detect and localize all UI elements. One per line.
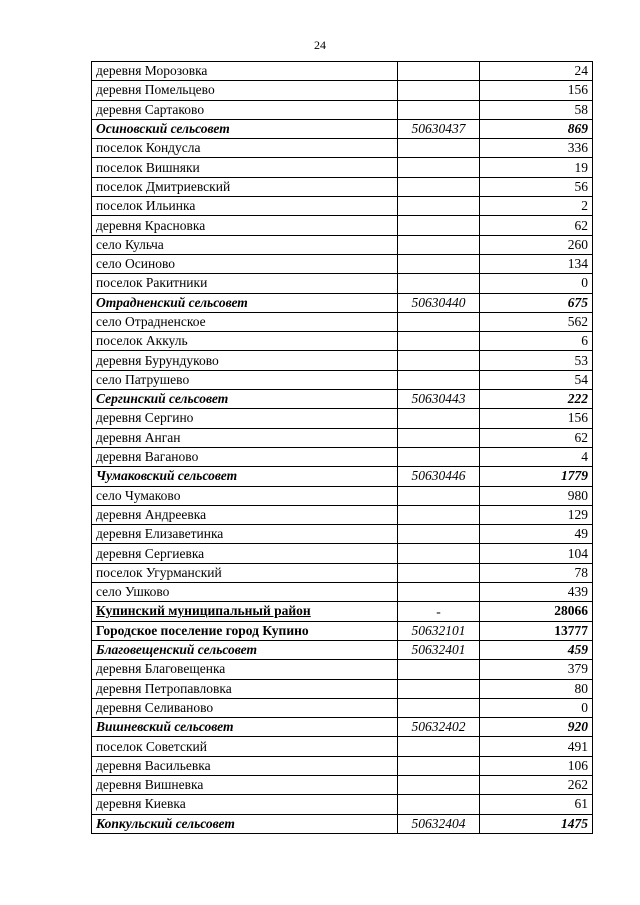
cell-oktmo-code — [398, 409, 480, 428]
cell-population: 262 — [480, 775, 593, 794]
cell-territory-name — [92, 62, 398, 81]
cell-territory-name — [92, 235, 398, 254]
cell-territory-name — [92, 447, 398, 466]
territory-name-text: деревня Сартаково — [96, 101, 205, 117]
cell-population: 491 — [480, 737, 593, 756]
table-row-council — [92, 467, 593, 486]
table-row-settlement — [92, 428, 593, 447]
table-row-settlement — [92, 775, 593, 794]
territory-name-text: деревня Селиваново — [96, 699, 214, 715]
cell-population: 562 — [480, 312, 593, 331]
cell-population: 156 — [480, 81, 593, 100]
territory-name-text: деревня Морозовка — [96, 63, 208, 79]
cell-oktmo-code: 50630440 — [398, 293, 480, 312]
cell-territory-name — [92, 486, 398, 505]
cell-territory-name — [92, 621, 398, 640]
cell-territory-name — [92, 660, 398, 679]
territory-name-text: поселок Ракитники — [96, 275, 208, 291]
cell-population: 4 — [480, 447, 593, 466]
cell-oktmo-code: 50630443 — [398, 390, 480, 409]
cell-oktmo-code — [398, 100, 480, 119]
table-row-settlement — [92, 216, 593, 235]
territory-name-text: поселок Вишняки — [96, 159, 200, 175]
cell-territory-name — [92, 775, 398, 794]
cell-population: 58 — [480, 100, 593, 119]
cell-oktmo-code — [398, 81, 480, 100]
cell-population: 260 — [480, 235, 593, 254]
territory-name-text: деревня Васильевка — [96, 757, 211, 773]
cell-territory-name — [92, 602, 398, 621]
table-row-council — [92, 814, 593, 833]
table-row-settlement — [92, 563, 593, 582]
table-row-settlement — [92, 139, 593, 158]
table-row-council — [92, 390, 593, 409]
cell-oktmo-code — [398, 62, 480, 81]
cell-territory-name — [92, 139, 398, 158]
table-row-settlement — [92, 235, 593, 254]
territory-name-text: село Ушково — [96, 584, 170, 600]
table-row-settlement — [92, 158, 593, 177]
table-row-settlement — [92, 756, 593, 775]
territory-name-text: Купинский муниципальный район — [96, 603, 311, 619]
cell-oktmo-code — [398, 428, 480, 447]
cell-population: 28066 — [480, 602, 593, 621]
table-row-council — [92, 119, 593, 138]
territory-name-text: деревня Бурундуково — [96, 352, 219, 368]
table-row-settlement — [92, 525, 593, 544]
cell-population: 61 — [480, 795, 593, 814]
cell-territory-name — [92, 756, 398, 775]
cell-oktmo-code — [398, 254, 480, 273]
table-row-settlement — [92, 544, 593, 563]
cell-oktmo-code — [398, 312, 480, 331]
territory-name-text: Осиновский сельсовет — [96, 121, 230, 137]
cell-oktmo-code — [398, 544, 480, 563]
cell-oktmo-code — [398, 274, 480, 293]
territory-name-text: деревня Елизаветинка — [96, 526, 224, 542]
territory-name-text: деревня Киевка — [96, 796, 186, 812]
cell-territory-name — [92, 467, 398, 486]
cell-oktmo-code — [398, 332, 480, 351]
table-row-settlement — [92, 274, 593, 293]
table-row-settlement — [92, 679, 593, 698]
table-row-settlement — [92, 332, 593, 351]
cell-population: 104 — [480, 544, 593, 563]
cell-population: 459 — [480, 640, 593, 659]
cell-population: 156 — [480, 409, 593, 428]
cell-oktmo-code: - — [398, 602, 480, 621]
table-row-settlement — [92, 81, 593, 100]
cell-territory-name — [92, 795, 398, 814]
cell-territory-name — [92, 698, 398, 717]
cell-oktmo-code: 50632101 — [398, 621, 480, 640]
cell-population: 62 — [480, 216, 593, 235]
territory-name-text: деревня Петропавловка — [96, 680, 232, 696]
table-row-settlement — [92, 698, 593, 717]
cell-population: 56 — [480, 177, 593, 196]
cell-oktmo-code — [398, 370, 480, 389]
table-row-settlement — [92, 100, 593, 119]
cell-oktmo-code — [398, 525, 480, 544]
cell-oktmo-code — [398, 177, 480, 196]
table-row-settlement — [92, 660, 593, 679]
cell-oktmo-code — [398, 447, 480, 466]
cell-territory-name — [92, 563, 398, 582]
table-row-council — [92, 640, 593, 659]
territory-name-text: Отрадненский сельсовет — [96, 294, 248, 310]
territory-name-text: поселок Кондусла — [96, 140, 201, 156]
territory-name-text: поселок Дмитриевский — [96, 178, 231, 194]
cell-territory-name — [92, 737, 398, 756]
table-row-settlement — [92, 177, 593, 196]
cell-territory-name — [92, 254, 398, 273]
table-row-settlement — [92, 351, 593, 370]
cell-territory-name — [92, 158, 398, 177]
cell-territory-name — [92, 351, 398, 370]
cell-oktmo-code: 50632402 — [398, 718, 480, 737]
table-row-council — [92, 718, 593, 737]
territory-name-text: деревня Помельцево — [96, 82, 215, 98]
cell-population: 222 — [480, 390, 593, 409]
page-number: 24 — [314, 38, 326, 52]
cell-population: 62 — [480, 428, 593, 447]
territory-name-text: село Отрадненское — [96, 314, 206, 329]
cell-territory-name — [92, 525, 398, 544]
table-row-settlement — [92, 486, 593, 505]
cell-population: 49 — [480, 525, 593, 544]
cell-population: 0 — [480, 698, 593, 717]
territory-name-text: деревня Ваганово — [96, 449, 199, 465]
territory-name-text: деревня Анган — [96, 429, 181, 445]
cell-oktmo-code — [398, 139, 480, 158]
cell-population: 80 — [480, 679, 593, 698]
territory-name-text: Вишневский сельсовет — [96, 719, 234, 735]
cell-population: 675 — [480, 293, 593, 312]
cell-oktmo-code — [398, 563, 480, 582]
cell-population: 379 — [480, 660, 593, 679]
cell-oktmo-code — [398, 486, 480, 505]
cell-territory-name — [92, 428, 398, 447]
territory-name-text: Городское поселение город Купино — [96, 622, 309, 638]
table-row-settlement — [92, 409, 593, 428]
cell-oktmo-code — [398, 737, 480, 756]
cell-oktmo-code — [398, 235, 480, 254]
cell-population: 13777 — [480, 621, 593, 640]
table-row-settlement — [92, 62, 593, 81]
population-table-body — [92, 62, 593, 834]
cell-oktmo-code: 50630446 — [398, 467, 480, 486]
cell-population: 439 — [480, 583, 593, 602]
table-row-settlement — [92, 737, 593, 756]
population-table — [91, 61, 593, 834]
cell-population: 106 — [480, 756, 593, 775]
territory-name-text: поселок Ильинка — [96, 198, 196, 214]
cell-oktmo-code — [398, 158, 480, 177]
cell-territory-name — [92, 100, 398, 119]
table-row-settlement — [92, 505, 593, 524]
territory-name-text: поселок Советский — [96, 738, 207, 754]
cell-oktmo-code — [398, 775, 480, 794]
cell-oktmo-code — [398, 216, 480, 235]
cell-territory-name — [92, 544, 398, 563]
cell-oktmo-code — [398, 795, 480, 814]
territory-name-text: село Осиново — [96, 256, 175, 272]
territory-name-text: Копкульский сельсовет — [96, 815, 235, 831]
cell-territory-name — [92, 370, 398, 389]
table-row-council — [92, 293, 593, 312]
cell-population: 920 — [480, 718, 593, 737]
table-row-settlement — [92, 254, 593, 273]
territory-name-text: Сергинский сельсовет — [96, 391, 229, 407]
cell-population: 0 — [480, 274, 593, 293]
table-row-settlement — [92, 312, 593, 331]
cell-territory-name — [92, 81, 398, 100]
cell-oktmo-code — [398, 679, 480, 698]
territory-name-text: Благовещенский сельсовет — [96, 642, 257, 658]
table-row-settlement — [92, 795, 593, 814]
cell-population: 134 — [480, 254, 593, 273]
territory-name-text: Чумаковский сельсовет — [96, 468, 238, 484]
cell-territory-name — [92, 640, 398, 659]
cell-population: 6 — [480, 332, 593, 351]
cell-population: 19 — [480, 158, 593, 177]
table-row-district — [92, 602, 593, 621]
cell-territory-name — [92, 177, 398, 196]
cell-population: 54 — [480, 370, 593, 389]
table-row-settlement — [92, 370, 593, 389]
cell-territory-name — [92, 505, 398, 524]
cell-population: 78 — [480, 563, 593, 582]
cell-oktmo-code — [398, 197, 480, 216]
table-row-settlement — [92, 583, 593, 602]
territory-name-text: село Патрушево — [96, 371, 190, 387]
territory-name-text: деревня Красновка — [96, 217, 206, 233]
cell-population: 53 — [480, 351, 593, 370]
cell-territory-name — [92, 390, 398, 409]
territory-name-text: деревня Андреевка — [96, 506, 207, 522]
cell-territory-name — [92, 274, 398, 293]
cell-oktmo-code: 50632404 — [398, 814, 480, 833]
cell-oktmo-code — [398, 756, 480, 775]
cell-territory-name — [92, 332, 398, 351]
cell-territory-name — [92, 293, 398, 312]
cell-population: 1779 — [480, 467, 593, 486]
cell-oktmo-code — [398, 351, 480, 370]
cell-population: 129 — [480, 505, 593, 524]
cell-population: 2 — [480, 197, 593, 216]
cell-population: 24 — [480, 62, 593, 81]
table-row-urban — [92, 621, 593, 640]
cell-population: 1475 — [480, 814, 593, 833]
cell-territory-name — [92, 583, 398, 602]
cell-oktmo-code: 50632401 — [398, 640, 480, 659]
cell-oktmo-code — [398, 660, 480, 679]
cell-territory-name — [92, 197, 398, 216]
cell-territory-name — [92, 679, 398, 698]
cell-oktmo-code — [398, 505, 480, 524]
cell-population: 336 — [480, 139, 593, 158]
table-row-settlement — [92, 447, 593, 466]
cell-oktmo-code: 50630437 — [398, 119, 480, 138]
territory-name-text: деревня Сергино — [96, 410, 194, 426]
cell-population: 980 — [480, 486, 593, 505]
cell-oktmo-code — [398, 583, 480, 602]
cell-territory-name — [92, 119, 398, 138]
table-row-settlement — [92, 197, 593, 216]
cell-territory-name — [92, 409, 398, 428]
territory-name-text: село Чумаково — [96, 487, 181, 503]
territory-name-text: деревня Благовещенка — [96, 661, 226, 677]
cell-territory-name — [92, 814, 398, 833]
territory-name-text: поселок Аккуль — [96, 333, 188, 349]
territory-name-text: поселок Угурманский — [96, 564, 222, 580]
cell-territory-name — [92, 216, 398, 235]
territory-name-text: деревня Вишневка — [96, 777, 204, 793]
cell-population: 869 — [480, 119, 593, 138]
cell-territory-name — [92, 312, 398, 331]
territory-name-text: село Кульча — [96, 236, 164, 252]
territory-name-text: деревня Сергиевка — [96, 545, 205, 561]
cell-oktmo-code — [398, 698, 480, 717]
cell-territory-name — [92, 718, 398, 737]
